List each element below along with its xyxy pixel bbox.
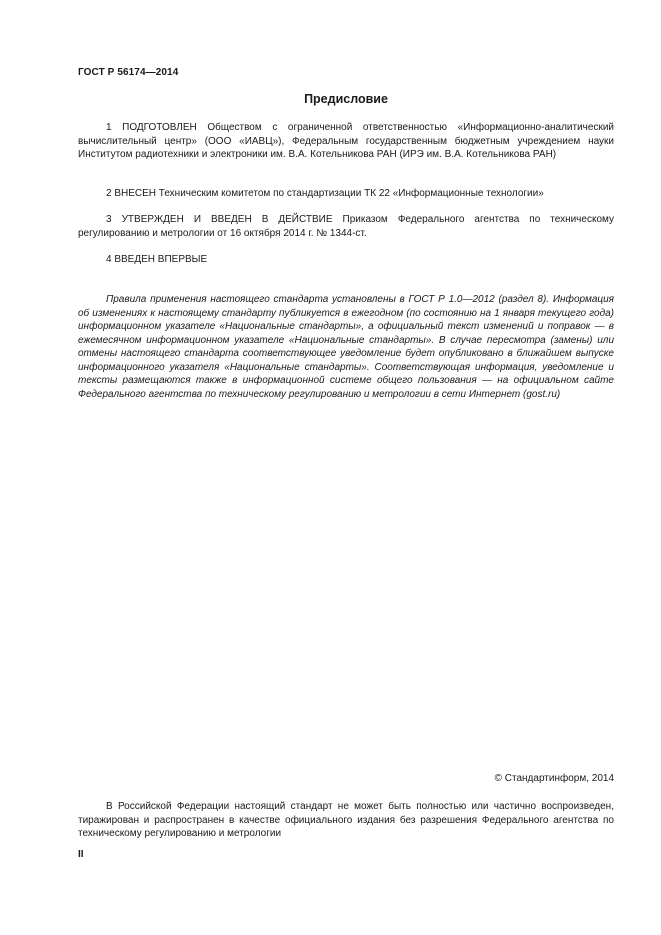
preface-title: Предисловие: [304, 92, 388, 106]
preface-item-prepared: 1 ПОДГОТОВЛЕН Обществом с ограниченной ответственностью «Информационно-аналитический вычислительный центр» (ООО «ИАВЦ»), Федеральным государственным бюджетным учреждением науки Институтом радиотехники и электроники им. В.А. Котельникова РАН (ИРЭ им. В.А. Котельникова РАН): [78, 122, 614, 160]
preface-item-first-introduced: 4 ВВЕДЕН ВПЕРВЫЕ: [106, 254, 208, 265]
preface-item-introduced: 2 ВНЕСЕН Техническим комитетом по стандартизации ТК 22 «Информационные технологии»: [106, 188, 544, 199]
document-code: ГОСТ Р 56174—2014: [78, 67, 179, 78]
page-number: II: [78, 849, 84, 860]
copyright-line: © Стандартинформ, 2014: [494, 773, 614, 784]
application-rules-notice: Правила применения настоящего стандарта установлены в ГОСТ Р 1.0—2012 (раздел 8). Информация об изменениях к настоящему стандарту публикуется в ежегодном (по состоянию на 1 января текущего года) информационном указателе «Национальные стандарты», а официальный текст изменений и поправок — в ежемесячном информационном указателе «Национальные стандарты». В случае пересмотра (замены) или отмены настоящего стандарта соответствующее уведомление будет опубликовано в ближайшем выпуске информационного указателя «Национальные стандарты». Соответствующая информация, уведомление и тексты размещаются также в информационной системе общего пользования — на официальном сайте Федерального агентства по техническому регулированию и метрологии в сети Интернет (gost.ru): [78, 294, 614, 400]
reproduction-rights-notice: В Российской Федерации настоящий стандарт не может быть полностью или частично воспроизведен, тиражирован и распространен в качестве официального издания без разрешения Федерального агентства по техническому регулированию и метрологии: [78, 801, 614, 839]
preface-item-approved: 3 УТВЕРЖДЕН И ВВЕДЕН В ДЕЙСТВИЕ Приказом Федерального агентства по техническому регулированию и метрологии от 16 октября 2014 г. № 1344-ст.: [78, 214, 614, 239]
